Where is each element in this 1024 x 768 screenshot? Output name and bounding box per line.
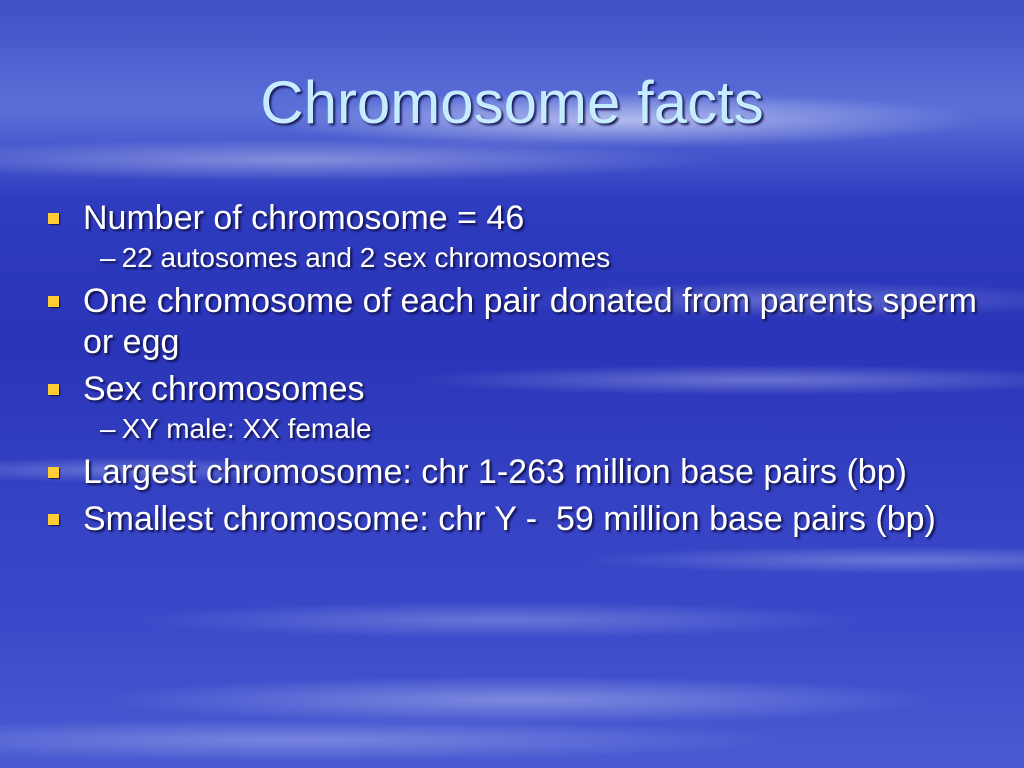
dash-marker: – xyxy=(100,413,116,444)
sub-bullet-item-1 xyxy=(44,241,994,275)
sub-bullet-text: XY male: XX female xyxy=(121,413,372,444)
bullet-text: Smallest chromosome: chr Y - 59 million base pairs (bp) xyxy=(83,500,936,538)
square-bullet-icon xyxy=(48,296,59,307)
bullet-text: Sex chromosomes xyxy=(83,370,365,408)
dash-marker: – xyxy=(100,242,116,273)
bullet-text: Number of chromosome = 46 xyxy=(83,199,525,237)
bullet-item-4 xyxy=(44,452,994,493)
bullet-text: Largest chromosome: chr 1-263 million base pairs (bp) xyxy=(83,453,907,491)
bullet-item-3 xyxy=(44,369,994,410)
square-bullet-icon xyxy=(48,514,59,525)
bullet-item-2 xyxy=(44,281,994,363)
square-bullet-icon xyxy=(48,467,59,478)
square-bullet-icon xyxy=(48,213,59,224)
bullet-list xyxy=(44,192,994,540)
bullet-item-1 xyxy=(44,198,994,239)
bullet-item-5 xyxy=(44,499,994,540)
sub-bullet-item-2 xyxy=(44,412,994,446)
bullet-text: One chromosome of each pair donated from parents sperm or egg xyxy=(83,282,977,361)
slide-title: Chromosome facts xyxy=(260,69,764,136)
square-bullet-icon xyxy=(48,384,59,395)
sub-bullet-text: 22 autosomes and 2 sex chromosomes xyxy=(121,242,611,273)
